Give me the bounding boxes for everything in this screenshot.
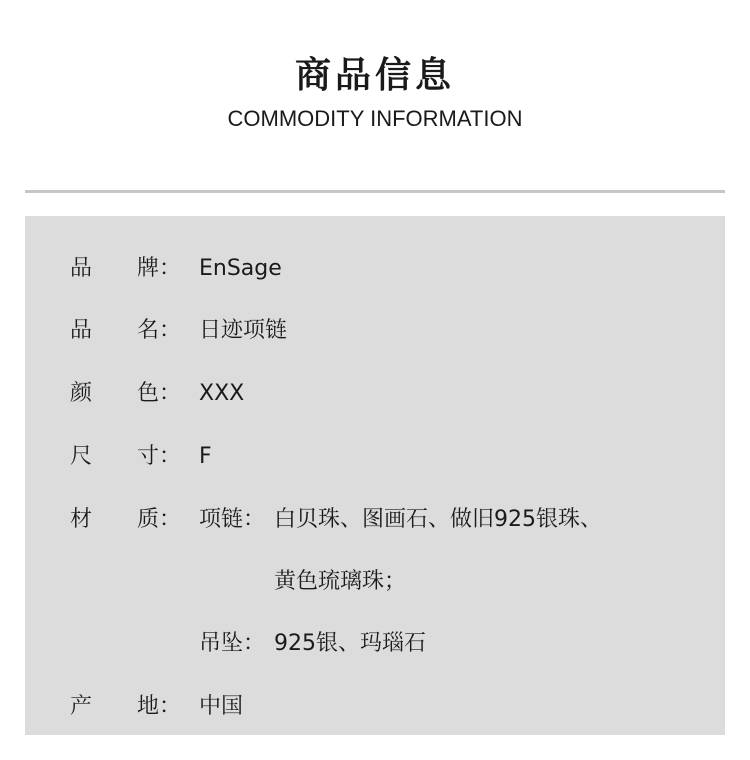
info-value: F	[199, 444, 212, 469]
material-sub-label: 项链：	[199, 507, 266, 532]
label-char: 产	[70, 694, 93, 719]
info-value: 中国	[199, 694, 244, 719]
label-char: 寸：	[137, 444, 182, 469]
label-char: 色：	[137, 381, 182, 406]
page-title: 商品信息	[294, 55, 455, 96]
label-char: 材	[70, 507, 93, 532]
material-sub-label: 吊坠：	[199, 631, 266, 656]
divider	[25, 190, 725, 193]
label-char: 质：	[137, 507, 182, 532]
info-value: 925银、玛瑙石	[274, 631, 426, 656]
label-char: 品	[70, 256, 93, 281]
label-char: 颜	[70, 381, 93, 406]
info-value: 日迹项链	[199, 318, 288, 343]
info-value: EnSage	[199, 256, 282, 281]
label-char: 地：	[137, 694, 182, 719]
info-panel	[25, 216, 725, 735]
label-char: 牌：	[137, 256, 182, 281]
info-value: 白贝珠、图画石、做旧925银珠、	[274, 507, 602, 532]
page-subtitle: COMMODITY INFORMATION	[227, 106, 523, 131]
info-value-continued: 黄色琉璃珠；	[274, 569, 407, 594]
label-char: 名：	[137, 318, 182, 343]
label-char: 品	[70, 318, 93, 343]
label-char: 尺	[70, 444, 93, 469]
info-value: XXX	[199, 381, 245, 406]
